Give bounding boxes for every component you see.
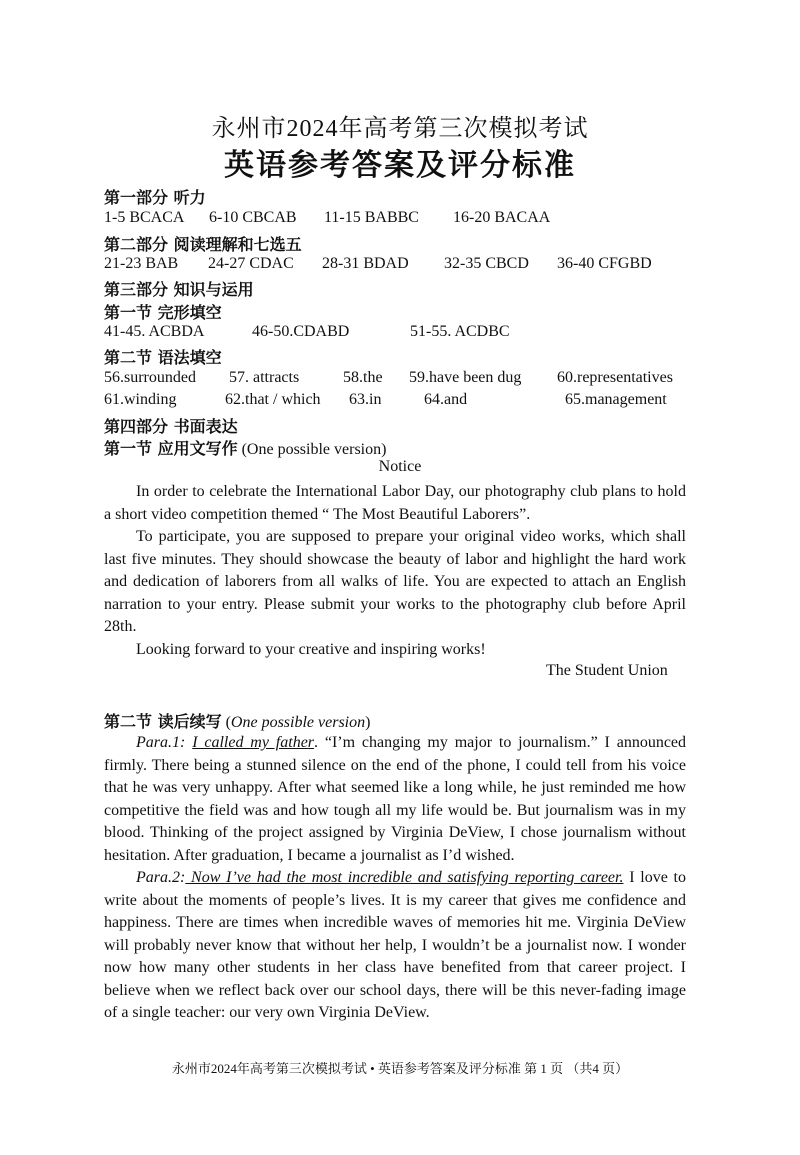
continuation-note: (One possible version) (225, 714, 371, 731)
writing-note: (One possible version) (241, 441, 387, 458)
para2-text: I love to write about the moments of people’s lives. It is my career that gives me confidence and happiness. There are times when incredible waves of memories hit me. Virginia DeView will probably never know that without her help, I wouldn’t be a journalist now. I wonder now how many other students in her class have benefited from that career project. I believe when we reflect back over our school days, there will be this never-fading image of a single teacher: our very own Virginia DeView. (104, 869, 687, 1021)
answer-group: 28-31 BDAD (322, 255, 409, 272)
grammar-answer: 63.in (349, 391, 382, 408)
grammar-answer: 58.the (343, 369, 383, 386)
answer-group: 6-10 CBCAB (209, 209, 297, 226)
grammar-answer: 59.have been dug (409, 369, 522, 386)
answer-group: 51-55. ACDBC (410, 323, 510, 340)
writing-heading: 第一节 应用文写作 (104, 439, 238, 458)
notice-paragraph: Looking forward to your creative and inspiring works! (136, 640, 486, 658)
part2-heading: 第二部分 阅读理解和七选五 (104, 235, 302, 254)
notice-title: Notice (378, 458, 422, 475)
answer-group: 11-15 BABBC (324, 209, 419, 226)
answer-group: 32-35 CBCD (444, 255, 529, 272)
exam-title: 永州市2024年高考第三次模拟考试 (211, 116, 589, 142)
grammar-answer: 56.surrounded (104, 369, 196, 386)
notice-paragraph: In order to celebrate the International Labor Day, our photography club plans to hold a short video competition themed “ The Most Beautiful Laborers”. (104, 483, 686, 523)
answer-group: 36-40 CFGBD (557, 255, 652, 272)
notice-body (104, 481, 686, 661)
para1 (104, 732, 686, 867)
grammar-answer: 65.management (565, 391, 667, 408)
para1-lead: I called my father (192, 734, 315, 751)
para1-text: . “I’m changing my major to journalism.” I announced firmly. There being a stunned silence on the end of the phone, I could tell from his voice that he was very unhappy. After what seemed like a long while, he just reminded me how competitive the field was and how tough all my life would be. But journalism was in my blood. Thinking of the project assigned by Virginia DeView, I chose journalism without hesitation. After graduation, I became a journalist as I’d wished. (104, 734, 687, 864)
answer-group: 21-23 BAB (104, 255, 179, 272)
para2-label: Para.2: (136, 869, 186, 886)
grammar-answer: 60.representatives (557, 369, 673, 386)
part4-heading: 第四部分 书面表达 (104, 417, 238, 436)
para1-label: Para.1: (136, 734, 186, 751)
answer-group: 16-20 BACAA (453, 209, 551, 226)
notice-paragraph: To participate, you are supposed to prepare your original video works, which shall last five minutes. They should showcase the beauty of labor and highlight the hard work and dedication of laborers from all walks of life. You are expected to attach an English narration to your entry. Please submit your works to the photography club before April 28th. (104, 528, 686, 635)
continuation-heading-line (104, 709, 370, 732)
answer-key-title: 英语参考答案及评分标准 (224, 148, 576, 183)
continuation-body (104, 732, 686, 1025)
grammar-answer: 57. attracts (229, 369, 300, 386)
answer-group: 41-45. ACBDA (104, 323, 205, 340)
answer-group: 24-27 CDAC (208, 255, 294, 272)
answer-group: 1-5 BCACA (104, 209, 185, 226)
grammar-answer: 62.that / which (225, 391, 321, 408)
para2 (104, 867, 686, 1025)
para2-lead: Now I’ve had the most incredible and satisfying reporting career. (185, 869, 624, 886)
writing-heading-line (104, 436, 386, 459)
part1-heading: 第一部分 听力 (104, 188, 206, 207)
answer-group: 46-50.CDABD (252, 323, 350, 340)
grammar-answer: 61.winding (104, 391, 177, 408)
grammar-heading: 第二节 语法填空 (104, 348, 222, 367)
grammar-answer: 64.and (424, 391, 468, 408)
notice-signature: The Student Union (546, 662, 668, 679)
page-footer: 永州市2024年高考第三次模拟考试 • 英语参考答案及评分标准 第 1 页 （共4 页） (171, 1061, 629, 1076)
continuation-heading: 第二节 读后续写 (104, 712, 222, 731)
part3-heading: 第三部分 知识与运用 (104, 280, 254, 299)
cloze-heading: 第一节 完形填空 (104, 303, 222, 322)
